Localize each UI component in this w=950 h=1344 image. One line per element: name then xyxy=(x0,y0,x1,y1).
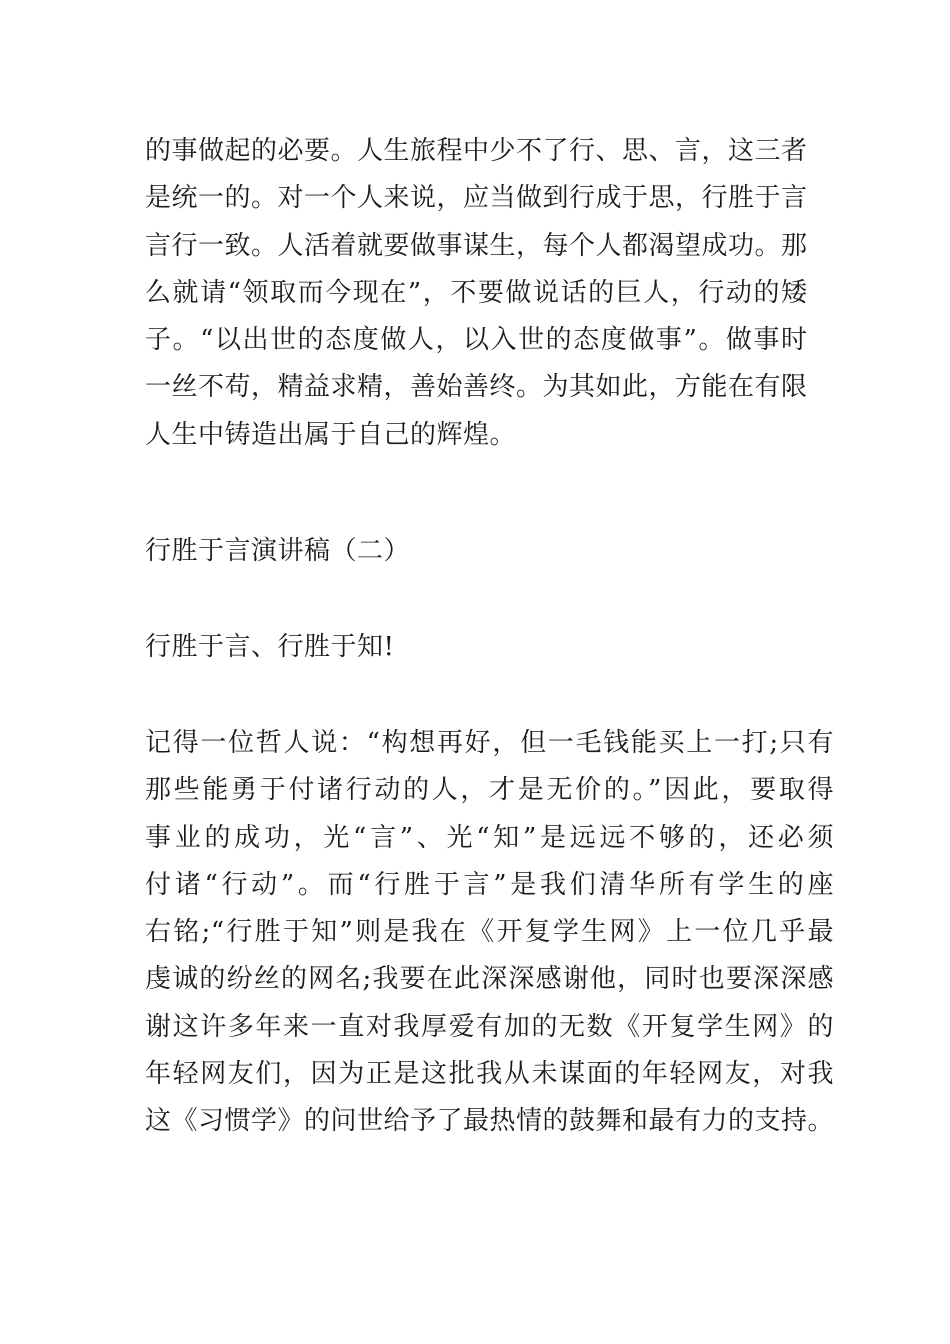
paragraph-line: 子。“以出世的态度做人，以入世的态度做事”。做事时 xyxy=(145,325,808,356)
paragraph-line: 右铭;“行胜于知”则是我在《开复学生网》上一位几乎最 xyxy=(145,917,835,948)
paragraph-line: 付诸“行动”。而“行胜于言”是我们清华所有学生的座 xyxy=(145,869,835,900)
paragraph-line: 么就请“领取而今现在”，不要做说话的巨人，行动的矮 xyxy=(145,277,808,308)
paragraph-line: 那些能勇于付诸行动的人，才是无价的。”因此，要取得 xyxy=(145,775,835,806)
paragraph-line: 记得一位哲人说：“构想再好，但一毛钱能买上一打;只有 xyxy=(145,728,835,758)
paragraph-line: 这《习惯学》的问世给予了最热情的鼓舞和最有力的支持。 xyxy=(145,1106,835,1137)
paragraph-line: 的事做起的必要。人生旅程中少不了行、思、言，这三者 xyxy=(145,136,808,166)
paragraph-line: 谢这许多年来一直对我厚爱有加的无数《开复学生网》的 xyxy=(145,1011,835,1042)
section-subheading: 行胜于言、行胜于知! xyxy=(145,632,395,662)
body-paragraph-1 xyxy=(145,128,808,459)
paragraph-line: 事业的成功，光“言”、光“知”是远远不够的，还必须 xyxy=(145,822,835,853)
paragraph-line: 一丝不苟，精益求精，善始善终。为其如此，方能在有限 xyxy=(145,372,808,403)
paragraph-line: 是统一的。对一个人来说，应当做到行成于思，行胜于言 xyxy=(145,183,808,214)
paragraph-line: 人生中铸造出属于自己的辉煌。 xyxy=(145,419,517,450)
paragraph-line: 虔诚的纷丝的网名;我要在此深深感谢他，同时也要深深感 xyxy=(145,964,835,995)
paragraph-line: 年轻网友们，因为正是这批我从未谋面的年轻网友，对我 xyxy=(145,1059,835,1090)
section-heading: 行胜于言演讲稿（二） xyxy=(145,536,411,566)
body-paragraph-2 xyxy=(145,720,834,1146)
paragraph-line: 言行一致。人活着就要做事谋生，每个人都渴望成功。那 xyxy=(145,230,808,261)
